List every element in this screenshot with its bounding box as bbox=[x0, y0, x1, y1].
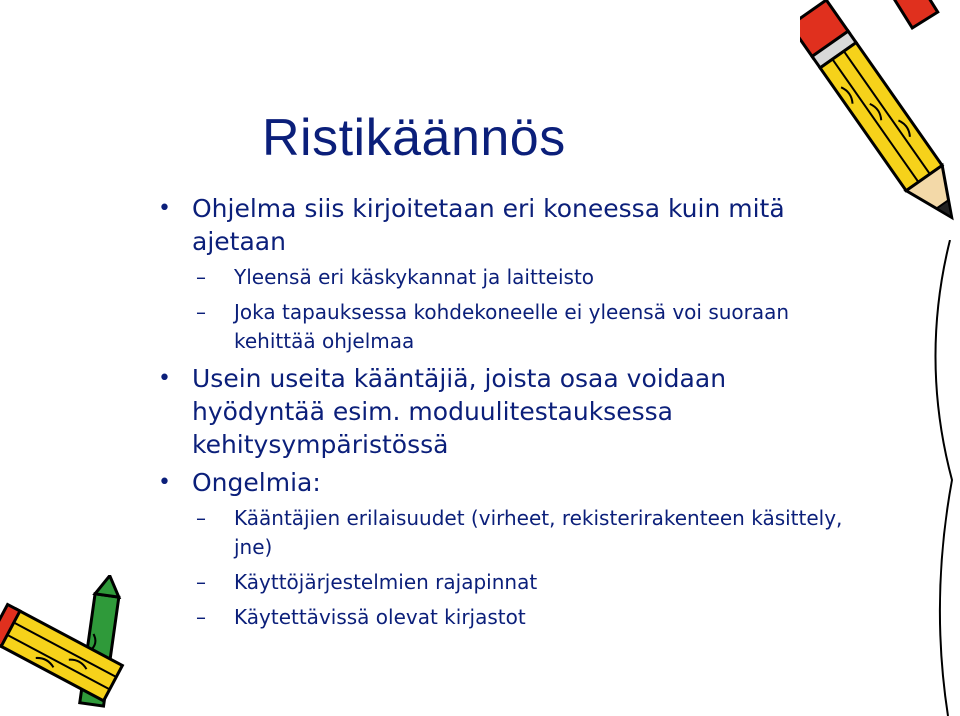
dash-marker: – bbox=[196, 300, 206, 324]
bullet-list bbox=[158, 192, 848, 638]
decorative-line bbox=[910, 240, 960, 716]
bullet-text: Ongelmia: bbox=[192, 468, 321, 497]
dash-marker: – bbox=[196, 570, 206, 594]
bullet-marker: • bbox=[158, 470, 171, 495]
dash-marker: – bbox=[196, 605, 206, 629]
slide-title: Ristikäännös bbox=[262, 109, 566, 167]
bullet-text: Ohjelma siis kirjoitetaan eri koneessa kuin mitä ajetaan bbox=[192, 194, 785, 256]
sub-bullet-text: Käyttöjärjestelmien rajapinnat bbox=[234, 570, 538, 594]
crayons-icon bbox=[0, 575, 140, 716]
sub-bullet-text: Käytettävissä olevat kirjastot bbox=[234, 605, 526, 629]
bullet-text: Usein useita kääntäjiä, joista osaa voidaan hyödyntää esim. moduulitestauksessa kehitysympäristössä bbox=[192, 364, 727, 459]
bullet-item bbox=[158, 192, 848, 258]
sub-bullet-text: Joka tapauksessa kohdekoneelle ei yleensä voi suoraan kehittää ohjelmaa bbox=[234, 300, 790, 353]
sub-bullet-text: Kääntäjien erilaisuudet (virheet, rekisterirakenteen käsittely, jne) bbox=[234, 506, 843, 559]
bullet-marker: • bbox=[158, 366, 171, 391]
dash-marker: – bbox=[196, 265, 206, 289]
sub-bullet-item bbox=[158, 298, 848, 356]
bullet-item bbox=[158, 362, 848, 461]
sub-bullet-item bbox=[158, 263, 848, 292]
dash-marker: – bbox=[196, 506, 206, 530]
bullet-item bbox=[158, 466, 848, 499]
sub-bullet-item bbox=[158, 603, 848, 632]
sub-bullet-item bbox=[158, 504, 848, 562]
sub-bullet-item bbox=[158, 568, 848, 597]
bullet-marker: • bbox=[158, 196, 171, 221]
sub-bullet-text: Yleensä eri käskykannat ja laitteisto bbox=[234, 265, 595, 289]
